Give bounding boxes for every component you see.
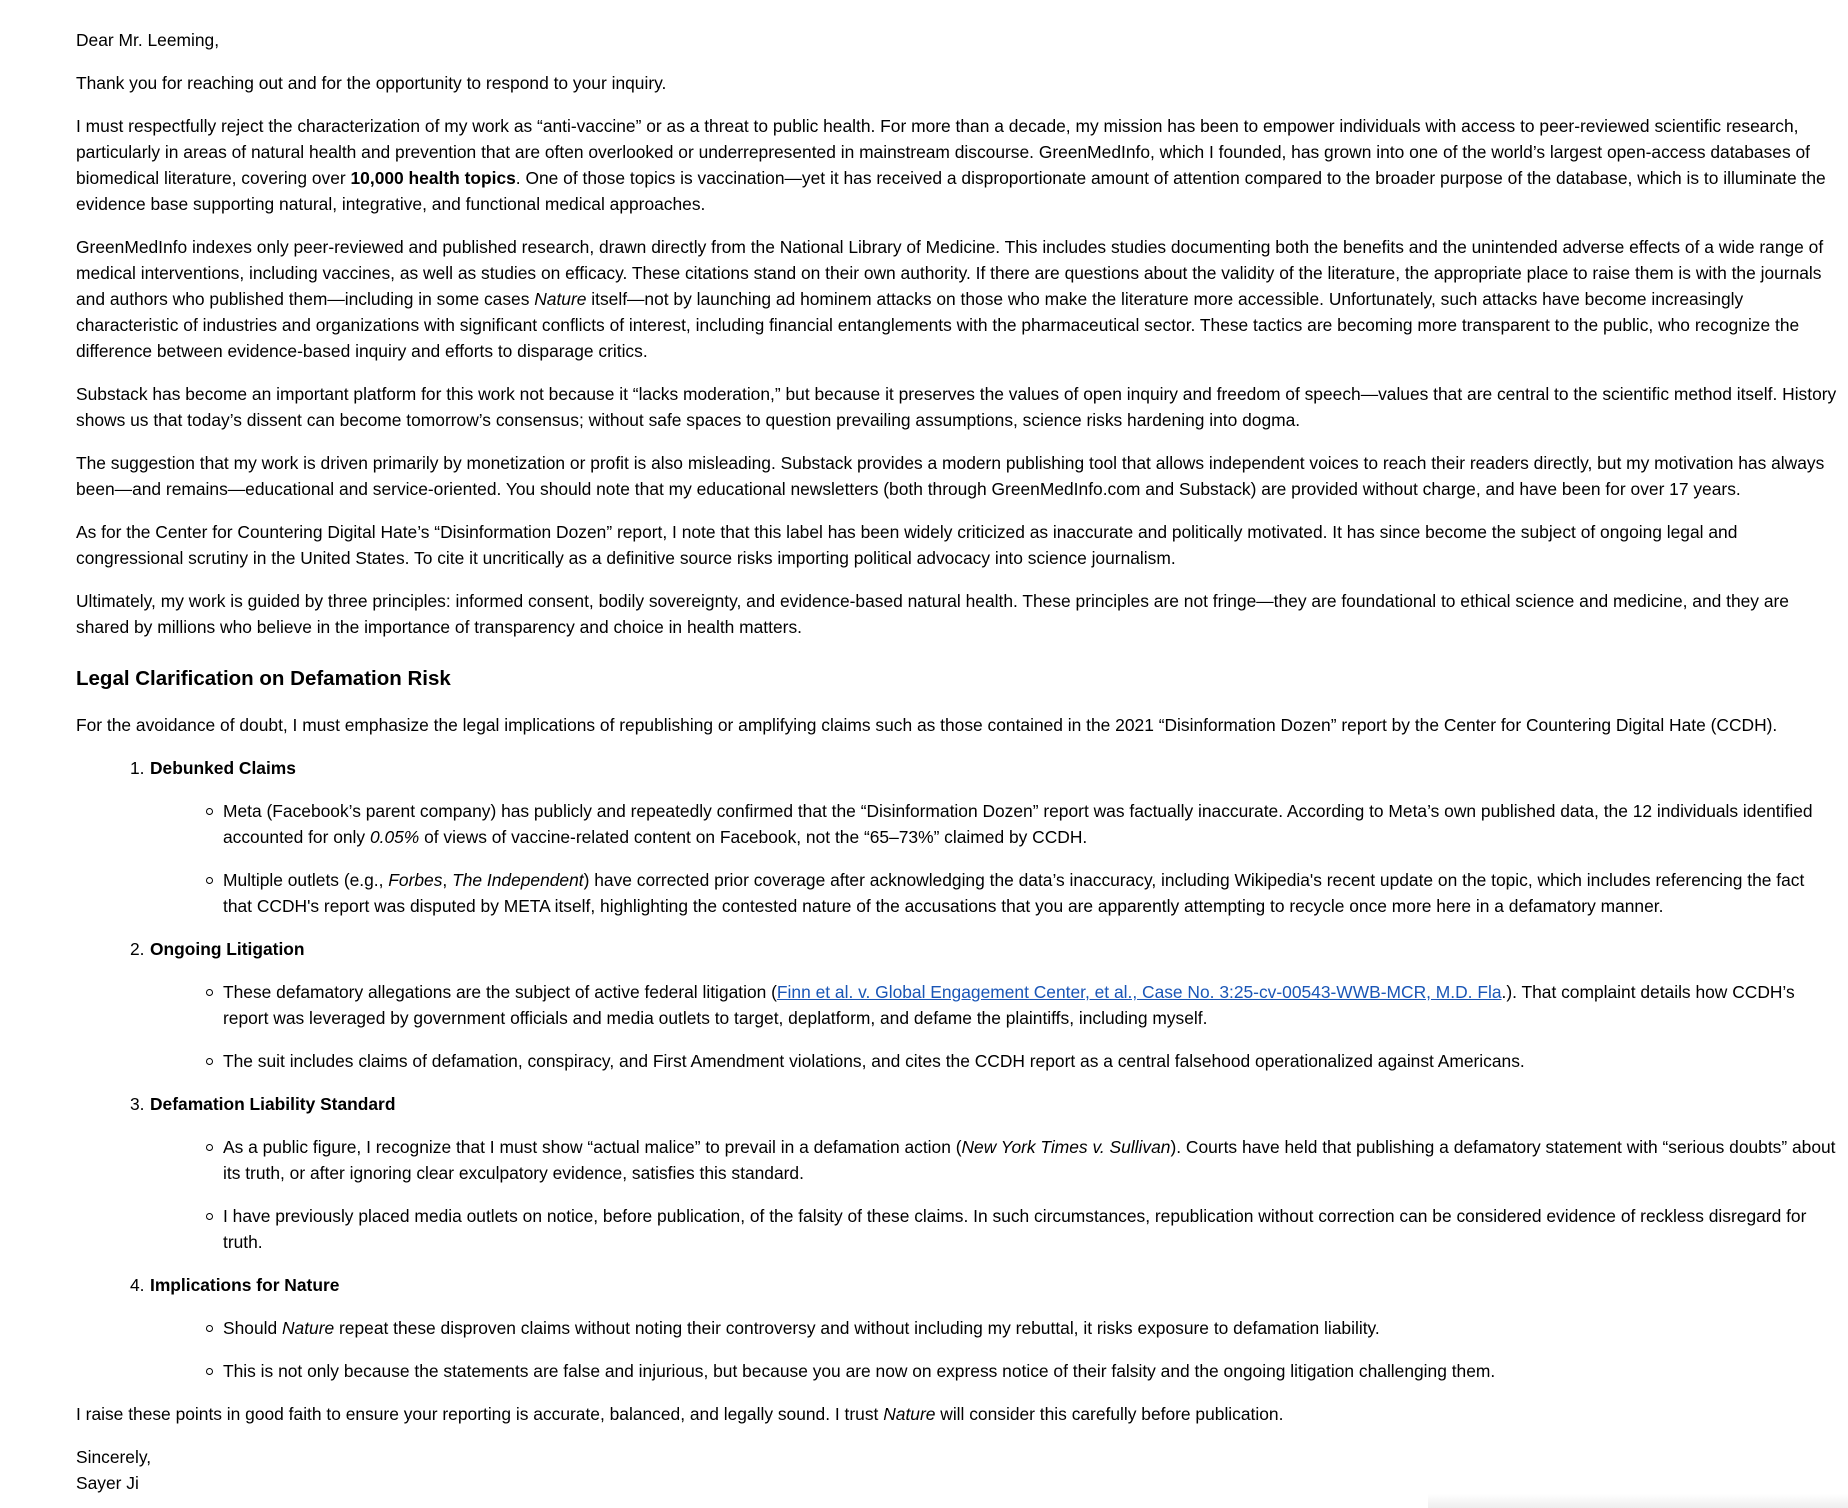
- list-item-title: Ongoing Litigation: [150, 939, 305, 959]
- section-heading: Legal Clarification on Defamation Risk: [76, 667, 451, 690]
- paragraph-substack: Substack has become an important platform for this work not because it “lacks moderation,” but because it preserves the values of open inquiry and freedom of speech—values that are central to the scientific method itself. History shows us that today’s dissent can become tomorrow’s consensus; without safe spaces to question prevailing assumptions, science risks hardening into dogma.: [76, 384, 1837, 430]
- paragraph-monetization: The suggestion that my work is driven primarily by monetization or profit is also misleading. Substack provides a modern publishing tool that allows independent voices to reach their readers directly, but my motivation has always been—and remains—educational and service-oriented. You should note that my educational newsletters (both through GreenMedInfo.com and Substack) are provided without charge, and have been for over 17 years.: [76, 453, 1825, 499]
- bullet-item: [223, 1134, 1838, 1186]
- text-span: Should: [223, 1318, 282, 1338]
- paragraph-greenmedinfo: [76, 234, 1838, 364]
- list-number: 3.: [130, 1094, 145, 1114]
- bullet-item: This is not only because the statements are false and injurious, but because you are now on express notice of their falsity and the ongoing litigation challenging them.: [223, 1358, 1838, 1384]
- text-span: .). That complaint details how CCDH’s report was leveraged by government officials and media outlets to target, deplatform, and defame the plaintiffs, including myself.: [223, 982, 1795, 1028]
- bullet-list: [130, 1134, 1838, 1255]
- paragraph-ccdh: As for the Center for Countering Digital Hate’s “Disinformation Dozen” report, I note that this label has been widely criticized as inaccurate and politically motivated. It has since become the subject of ongoing legal and congressional scrutiny in the United States. To cite it uncritically as a definitive source risks importing political advocacy into science journalism.: [76, 522, 1738, 568]
- italic-text: The Independent: [452, 870, 584, 890]
- paragraph-mission: [76, 113, 1838, 217]
- bullet-item: [223, 1315, 1838, 1341]
- italic-text: Nature: [883, 1404, 936, 1424]
- list-number: 1.: [130, 758, 145, 778]
- text-span: of views of vaccine-related content on Facebook, not the “65–73%” claimed by CCDH.: [419, 827, 1088, 847]
- paragraph-good-faith: [76, 1401, 1838, 1427]
- list-number: 2.: [130, 939, 145, 959]
- text-span: Multiple outlets (e.g.,: [223, 870, 389, 890]
- text-span: ). Courts have held that publishing a defamatory statement with “serious doubts” about its truth, or after ignoring clear exculpatory evidence, satisfies this standard.: [223, 1137, 1836, 1183]
- text-span: These defamatory allegations are the subject of active federal litigation (: [223, 982, 777, 1002]
- text-span: GreenMedInfo indexes only peer-reviewed and published research, drawn directly from the National Library of Medicine. This includes studies documenting both the benefits and the unintended adverse effects of a wide range of medical interventions, including vaccines, as well as studies on efficacy. These citations stand on their own authority. If there are questions about the validity of the literature, the appropriate place to raise them is with the journals and authors who published them—including in some cases: [76, 237, 1824, 309]
- paragraph-thanks: Thank you for reaching out and for the opportunity to respond to your inquiry.: [76, 73, 667, 93]
- list-item-title: Debunked Claims: [150, 758, 296, 778]
- bullet-list: [130, 979, 1838, 1074]
- italic-text: Forbes: [388, 870, 443, 890]
- bullet-item: I have previously placed media outlets on notice, before publication, of the falsity of these claims. In such circumstances, republication without correction can be considered evidence of reckless disregard for truth.: [223, 1203, 1838, 1255]
- list-item: [130, 755, 1838, 919]
- text-span: . One of those topics is vaccination—yet it has received a disproportionate amount of attention compared to the broader purpose of the database, which is to illuminate the evidence base supporting natural, integrative, and functional medical approaches.: [76, 168, 1826, 214]
- text-span: ,: [442, 870, 453, 890]
- text-span: I must respectfully reject the characterization of my work as “anti-vaccine” or as a threat to public health. For more than a decade, my mission has been to empower individuals with access to peer-reviewed scientific research, particularly in areas of natural health and prevention that are often overlooked or underrepresented in mainstream discourse. GreenMedInfo, which I founded, has grown into one of the world’s largest open-access databases of biomedical literature, covering over: [76, 116, 1810, 188]
- bullet-item: The suit includes claims of defamation, conspiracy, and First Amendment violations, and cites the CCDH report as a central falsehood operationalized against Americans.: [223, 1048, 1838, 1074]
- list-item: [130, 1091, 1838, 1255]
- list-number: 4.: [130, 1275, 145, 1295]
- text-span: repeat these disproven claims without noting their controversy and without including my rebuttal, it risks exposure to defamation liability.: [334, 1318, 1380, 1338]
- bullet-item: [223, 867, 1838, 919]
- text-span: I raise these points in good faith to ensure your reporting is accurate, balanced, and legally sound. I trust: [76, 1404, 884, 1424]
- bullet-list: [130, 798, 1838, 919]
- italic-text: Nature: [534, 289, 587, 309]
- signature-block: [76, 1444, 1838, 1496]
- corner-shadow: [1428, 1494, 1848, 1508]
- list-item-title: Defamation Liability Standard: [150, 1094, 396, 1114]
- bullet-item: [223, 979, 1838, 1031]
- text-span: As a public figure, I recognize that I must show “actual malice” to prevail in a defamation action (: [223, 1137, 962, 1157]
- list-item: [130, 936, 1838, 1074]
- italic-text: 0.05%: [369, 827, 420, 847]
- signature-name: Sayer Ji: [76, 1473, 139, 1493]
- list-item: [130, 1272, 1838, 1384]
- numbered-list: [76, 755, 1838, 1384]
- paragraph-avoidance: For the avoidance of doubt, I must emphasize the legal implications of republishing or amplifying claims such as those contained in the 2021 “Disinformation Dozen” report by the Center for Countering Digital Hate (CCDH).: [76, 715, 1778, 735]
- italic-text: New York Times v. Sullivan: [961, 1137, 1171, 1157]
- text-span: ) have corrected prior coverage after acknowledging the data’s inaccuracy, including Wikipedia's recent update on the topic, which includes referencing the fact that CCDH's report was disputed by META itself, highlighting the contested nature of the accusations that you are apparently attempting to recycle once more here in a defamatory manner.: [223, 870, 1805, 916]
- salutation: Dear Mr. Leeming,: [76, 30, 220, 50]
- italic-text: Nature: [281, 1318, 335, 1338]
- closing: Sincerely,: [76, 1447, 152, 1467]
- text-span: itself—not by launching ad hominem attacks on those who make the literature more accessible. Unfortunately, such attacks have become increasingly characteristic of industries and organizations with significant conflicts of interest, including financial entanglements with the pharmaceutical sector. These tactics are becoming more transparent to the public, who recognize the difference between evidence-based inquiry and efforts to disparage critics.: [76, 289, 1800, 361]
- litigation-link[interactable]: Finn et al. v. Global Engagement Center, et al., Case No. 3:25-cv-00543-WWB-MCR, M.D. Fla: [776, 982, 1502, 1002]
- list-item-title: Implications for Nature: [150, 1275, 340, 1295]
- bold-text: 10,000 health topics: [350, 168, 516, 188]
- text-span: Meta (Facebook’s parent company) has publicly and repeatedly confirmed that the “Disinformation Dozen” report was factually inaccurate. According to Meta’s own published data, the 12 individuals identified accounted for only: [223, 801, 1813, 847]
- bullet-list: [130, 1315, 1838, 1384]
- paragraph-principles: Ultimately, my work is guided by three principles: informed consent, bodily sovereignty, and evidence-based natural health. These principles are not fringe—they are foundational to ethical science and medicine, and they are shared by millions who believe in the importance of transparency and choice in health matters.: [76, 591, 1789, 637]
- text-span: will consider this carefully before publication.: [935, 1404, 1284, 1424]
- bullet-item: [223, 798, 1838, 850]
